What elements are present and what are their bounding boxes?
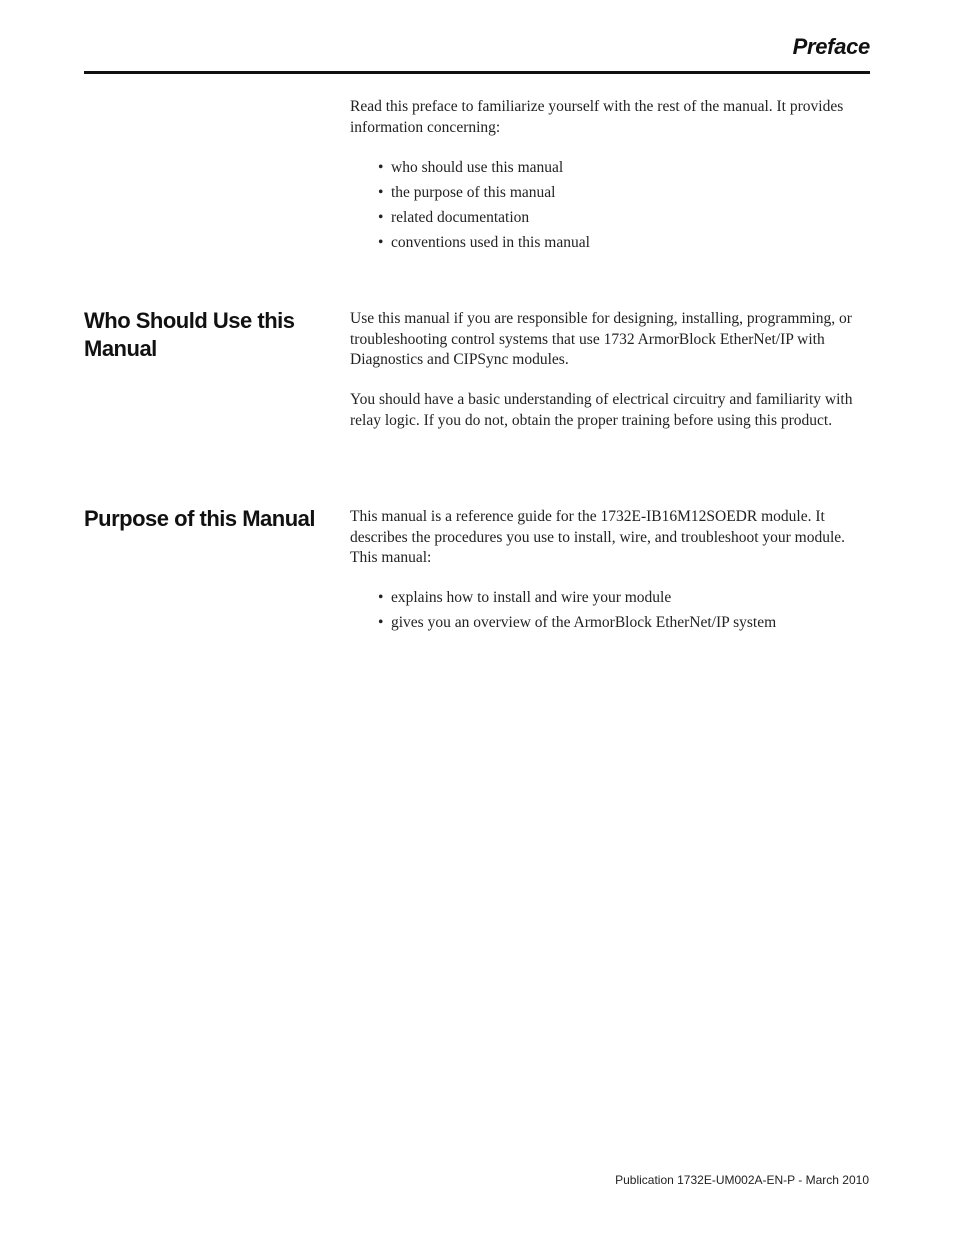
header-divider: [84, 71, 870, 74]
who-should-use-paragraph-1: Use this manual if you are responsible for designing, installing, programming, or troubleshooting control systems that use 1732 ArmorBlock EtherNet/IP with Diagnostics and CIPSync modules.: [350, 310, 852, 368]
purpose-heading: Purpose of this Manual: [84, 506, 316, 531]
list-item: • gives you an overview of the ArmorBlock EtherNet/IP system: [378, 614, 777, 631]
who-should-use-heading: Who Should Use this Manual: [84, 308, 295, 361]
bullet-icon: •: [378, 614, 384, 631]
bullet-icon: •: [378, 184, 384, 201]
bullet-icon: •: [378, 234, 384, 251]
who-should-use-paragraph-2: You should have a basic understanding of electrical circuitry and familiarity with relay logic. If you do not, obtain the proper training before using this product.: [350, 391, 853, 429]
intro-paragraph: Read this preface to familiarize yourself with the rest of the manual. It provides information concerning:: [350, 98, 844, 136]
list-item: • who should use this manual: [378, 159, 564, 176]
bullet-icon: •: [378, 159, 384, 176]
publication-footer: Publication 1732E-UM002A-EN-P - March 2010: [615, 1173, 869, 1187]
bullet-icon: •: [378, 209, 384, 226]
intro-bullet-list: [378, 158, 868, 258]
page-header-title: Preface: [792, 34, 870, 59]
bullet-icon: •: [378, 589, 384, 606]
list-item: • the purpose of this manual: [378, 184, 556, 201]
list-item: • related documentation: [378, 209, 530, 226]
list-item: • conventions used in this manual: [378, 234, 590, 251]
purpose-bullet-list: [378, 588, 868, 638]
purpose-paragraph: This manual is a reference guide for the 1732E-IB16M12SOEDR module. It describes the procedures you use to install, wire, and troubleshoot your module. This manual:: [350, 508, 846, 566]
list-item: • explains how to install and wire your module: [378, 589, 672, 606]
